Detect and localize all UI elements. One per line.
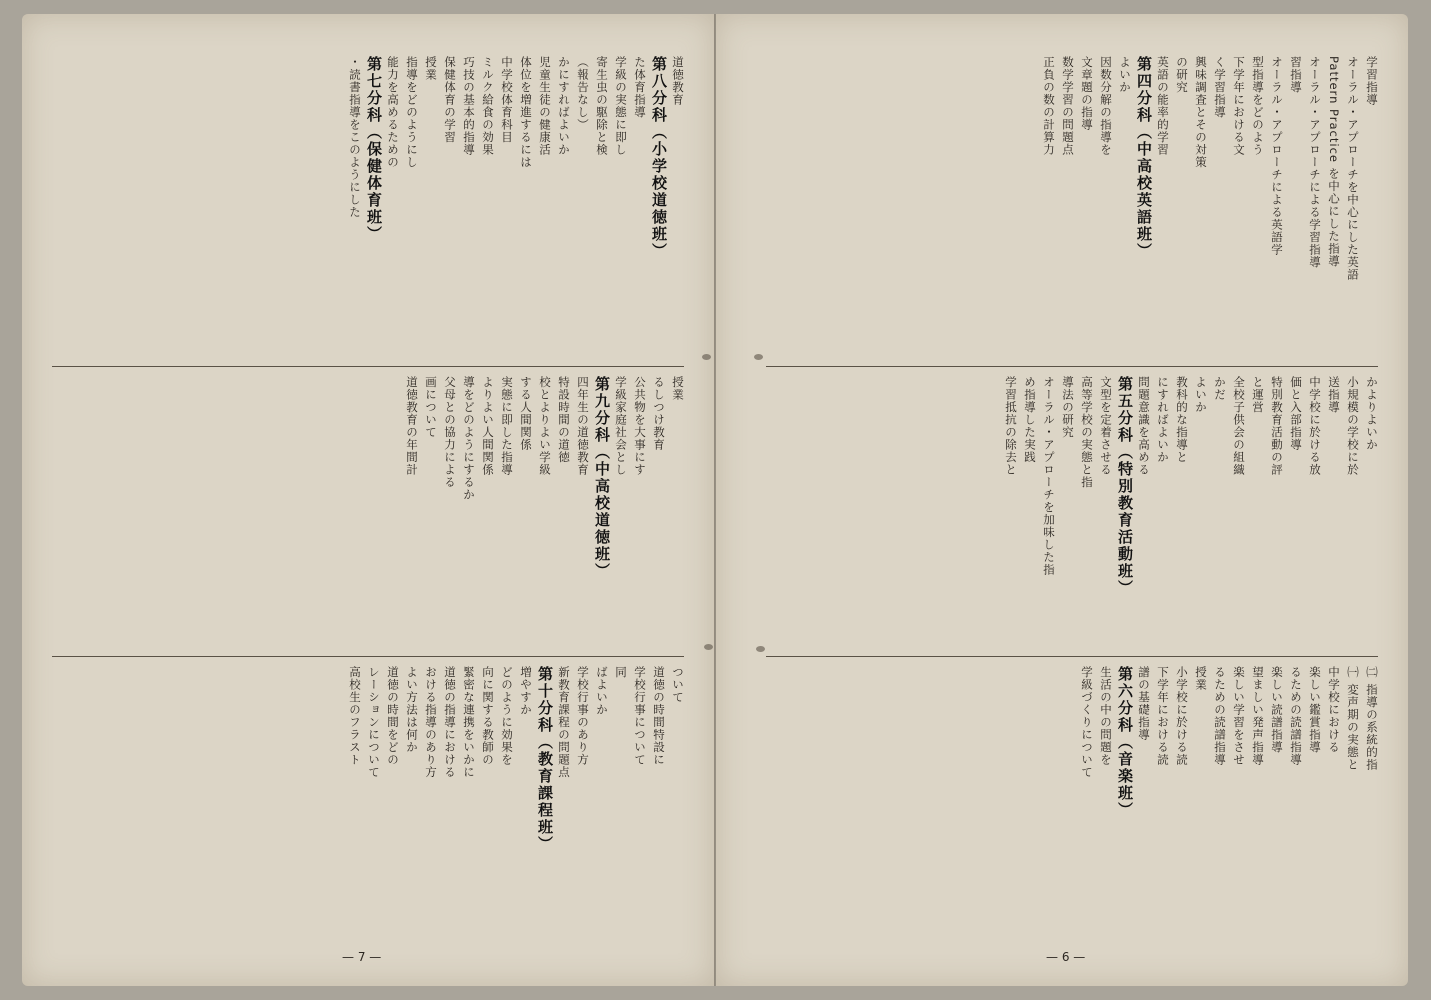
topic-column: 送指導	[1327, 376, 1341, 414]
topic-column: 譜の基礎指導	[1137, 666, 1151, 741]
topic-column: 校とよりよい学級	[538, 376, 552, 476]
topic-column: 小学校に於ける読	[1175, 666, 1189, 766]
topic-column: 緊密な連携をいかに	[462, 666, 476, 779]
topic-column: 因数分解の指導を	[1099, 56, 1113, 156]
topic-column: るための読譜指導	[1213, 666, 1227, 766]
topic-column: かよりよいか	[1365, 376, 1379, 451]
topic-column: 習指導	[1289, 56, 1303, 94]
section-heading: 第七分科（保健体育班）	[365, 56, 383, 243]
topic-column: 授業	[1194, 666, 1208, 691]
topic-column: 父母との協力による	[443, 376, 457, 489]
right-top-band	[738, 56, 1378, 356]
topic-column: 価と入部指導	[1289, 376, 1303, 451]
left-divider-2	[52, 656, 684, 657]
topic-column: た体育指導	[633, 56, 647, 119]
topic-column: 望ましい発声指導	[1251, 666, 1265, 766]
topic-column: め指導した実践	[1023, 376, 1037, 464]
topic-column: く学習指導	[1213, 56, 1227, 119]
topic-column: 寄生虫の駆除と検	[595, 56, 609, 156]
right-divider-1	[766, 366, 1378, 367]
topic-column: 四年生の道徳教育	[576, 376, 590, 476]
topic-column: 楽しい学習をさせ	[1232, 666, 1246, 766]
topic-column: 中学校体育科目	[500, 56, 514, 144]
topic-column: 同	[614, 666, 628, 679]
left-middle-band	[44, 376, 684, 646]
left-bottom-band	[44, 666, 684, 936]
topic-column: 特設時間の道徳	[557, 376, 571, 464]
topic-column: 高等学校の実態と指	[1080, 376, 1094, 489]
topic-column: （報告なし）	[576, 56, 590, 131]
topic-column: 道徳の時間特設に	[652, 666, 666, 766]
topic-column: 型指導をどのよう	[1251, 56, 1265, 156]
topic-column: 体位を増進するには	[519, 56, 533, 169]
topic-column: ミルク給食の効果	[481, 56, 495, 156]
topic-column: かにすればよいか	[557, 56, 571, 156]
topic-column: 道徳教育の年間計	[405, 376, 419, 476]
section-heading: 第四分科（中高校英語班）	[1135, 56, 1153, 260]
section-heading: 第五分科（特別教育活動班）	[1116, 376, 1134, 597]
topic-column: 児童生徒の健康活	[538, 56, 552, 156]
topic-column: 道徳の指導における	[443, 666, 457, 779]
topic-column: 導法の研究	[1061, 376, 1075, 439]
topic-column: るしつけ教育	[652, 376, 666, 451]
topic-column: する人間関係	[519, 376, 533, 451]
topic-column: ばよいか	[595, 666, 609, 716]
topic-column: 教科的な指導と	[1175, 376, 1189, 464]
topic-column: 高校生のフラスト	[348, 666, 362, 766]
topic-column: 正負の数の計算力	[1042, 56, 1056, 156]
topic-column: 中学校における	[1327, 666, 1341, 754]
topic-column: かだ	[1213, 376, 1227, 401]
binding-hole	[704, 644, 713, 650]
topic-column: 生活の中の問題を	[1099, 666, 1113, 766]
topic-column: オーラル・アプローチによる英語学	[1270, 56, 1284, 256]
page-number: — 6 —	[1046, 950, 1086, 964]
topic-column: オーラル・アプローチを中心にした英語	[1346, 56, 1360, 281]
section-heading: 第十分科（教育課程班）	[536, 666, 554, 853]
binding-hole	[754, 354, 763, 360]
topic-column: 興味調査とその対策	[1194, 56, 1208, 169]
topic-column: 保健体育の学習	[443, 56, 457, 144]
topic-column: ついて	[671, 666, 685, 704]
binding-hole	[756, 646, 765, 652]
topic-column: 楽しい鑑賞指導	[1308, 666, 1322, 754]
topic-column: オーラル・アプローチを加味した指	[1042, 376, 1056, 576]
left-divider-1	[52, 366, 684, 367]
topic-column: 向に関する教師の	[481, 666, 495, 766]
binding-hole	[702, 354, 711, 360]
topic-column: るための読譜指導	[1289, 666, 1303, 766]
topic-column: 問題意識を高める	[1137, 376, 1151, 476]
right-middle-band	[738, 376, 1378, 646]
topic-column: 道徳教育	[671, 56, 685, 106]
topic-column: おける指導のあり方	[424, 666, 438, 779]
topic-column: 文型を定着させる	[1099, 376, 1113, 476]
right-bottom-band	[738, 666, 1378, 936]
right-page	[716, 14, 1408, 986]
topic-column: 授業	[424, 56, 438, 81]
section-heading: 第六分科（音楽班）	[1116, 666, 1134, 819]
topic-column: 小規模の学校に於	[1346, 376, 1360, 476]
topic-column: 文章題の指導	[1080, 56, 1094, 131]
topic-column: 特別教育活動の評	[1270, 376, 1284, 476]
topic-column: 新教育課程の問題点	[557, 666, 571, 779]
topic-column: 全校子供会の組織	[1232, 376, 1246, 476]
topic-column: 公共物を大事にす	[633, 376, 647, 476]
topic-column: 下学年における文	[1232, 56, 1246, 156]
topic-column: どのように効果を	[500, 666, 514, 766]
topic-column: 巧技の基本的指導	[462, 56, 476, 156]
section-heading: 第九分科（中高校道徳班）	[593, 376, 611, 580]
topic-column: ㈠ 変声期の実態と	[1346, 666, 1360, 771]
topic-column: 学級の実態に即し	[614, 56, 628, 156]
topic-column: 画について	[424, 376, 438, 439]
topic-column: 下学年における読	[1156, 666, 1170, 766]
topic-column: 能力を高めるための	[386, 56, 400, 169]
topic-column: オーラル・アプローチによる学習指導	[1308, 56, 1322, 269]
topic-column: 学級家庭社会とし	[614, 376, 628, 476]
topic-column: よいか	[1118, 56, 1132, 94]
page-number: — 7 —	[342, 950, 382, 964]
topic-column: Pattern Practice を中心にした指導	[1327, 56, 1341, 268]
section-heading: 第八分科（小学校道徳班）	[650, 56, 668, 260]
topic-column: レーションについて	[367, 666, 381, 779]
topic-column: 学習指導	[1365, 56, 1379, 106]
topic-column: 道徳の時間をどの	[386, 666, 400, 766]
topic-column: よい方法は何か	[405, 666, 419, 754]
topic-column: 増やすか	[519, 666, 533, 716]
topic-column: 実態に即した指導	[500, 376, 514, 476]
topic-column: と運営	[1251, 376, 1265, 414]
topic-column: 学習抵抗の除去と	[1004, 376, 1018, 476]
topic-column: よりよい人間関係	[481, 376, 495, 476]
topic-column: 楽しい読譜指導	[1270, 666, 1284, 754]
topic-column: 中学校に於ける放	[1308, 376, 1322, 476]
topic-column: の研究	[1175, 56, 1189, 94]
topic-column: 指導をどのようにし	[405, 56, 419, 169]
right-divider-2	[766, 656, 1378, 657]
topic-column: 数学学習の問題点	[1061, 56, 1075, 156]
topic-column: よいか	[1194, 376, 1208, 414]
left-top-band	[44, 56, 684, 356]
topic-column: 学校行事について	[633, 666, 647, 766]
topic-column: 導をどのようにするか	[462, 376, 476, 501]
topic-column: 学校行事のあり方	[576, 666, 590, 766]
topic-column: にすればよいか	[1156, 376, 1170, 464]
topic-column: 学級づくりについて	[1080, 666, 1094, 779]
topic-column: ㈡ 指導の系統的指	[1365, 666, 1379, 771]
left-page	[22, 14, 714, 986]
topic-column: ・読書指導をこのようにした	[348, 56, 362, 219]
topic-column: 授業	[671, 376, 685, 401]
topic-column: 英語の能率的学習	[1156, 56, 1170, 156]
